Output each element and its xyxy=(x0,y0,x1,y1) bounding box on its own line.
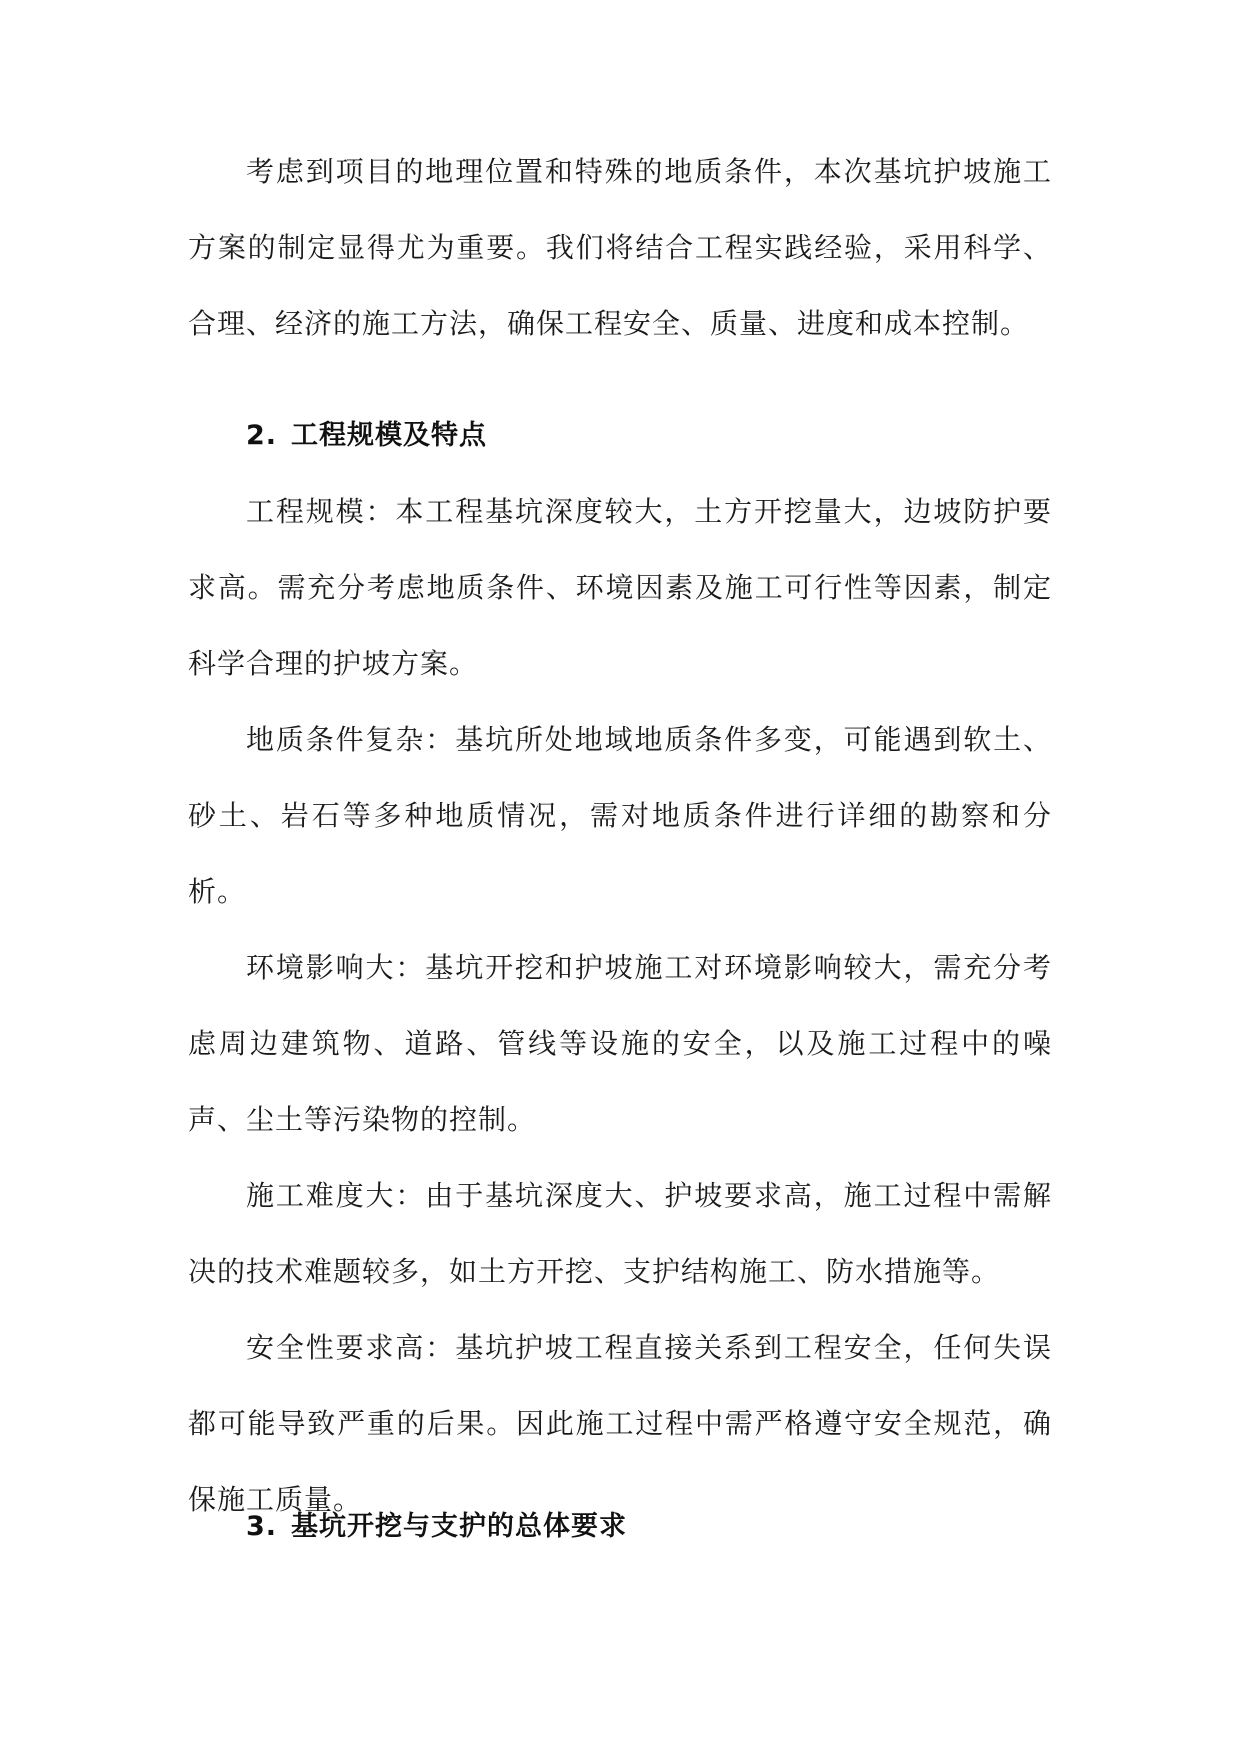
section-3-heading xyxy=(188,1489,1052,1565)
section-3 xyxy=(188,1489,1052,1565)
section-2-paragraph-scale: 工程规模：本工程基坑深度较大，土方开挖量大，边坡防护要求高。需充分考虑地质条件、环境因素及施工可行性等因素，制定科学合理的护坡方案。 xyxy=(188,495,1052,680)
section-3-number: 3. xyxy=(246,1511,278,1542)
section-2-body xyxy=(188,474,1052,1538)
section-2-paragraph-geology: 地质条件复杂：基坑所处地域地质条件多变，可能遇到软土、砂土、岩石等多种地质情况，需对地质条件进行详细的勘察和分析。 xyxy=(188,723,1052,908)
intro-section xyxy=(188,134,1052,362)
section-2-paragraph-safety: 安全性要求高：基坑护坡工程直接关系到工程安全，任何失误都可能导致严重的后果。因此施工过程中需严格遵守安全规范，确保施工质量。 xyxy=(188,1331,1052,1516)
section-3-title: 基坑开挖与支护的总体要求 xyxy=(291,1511,628,1542)
section-2-heading xyxy=(188,398,1052,474)
intro-paragraph: 考虑到项目的地理位置和特殊的地质条件，本次基坑护坡施工方案的制定显得尤为重要。我们将结合工程实践经验，采用科学、合理、经济的施工方法，确保工程安全、质量、进度和成本控制。 xyxy=(188,155,1052,340)
section-2-paragraph-environment: 环境影响大：基坑开挖和护坡施工对环境影响较大，需充分考虑周边建筑物、道路、管线等设施的安全，以及施工过程中的噪声、尘土等污染物的控制。 xyxy=(188,951,1052,1136)
section-2-paragraph-difficulty: 施工难度大：由于基坑深度大、护坡要求高，施工过程中需解决的技术难题较多，如土方开挖、支护结构施工、防水措施等。 xyxy=(188,1179,1052,1288)
section-2-title: 工程规模及特点 xyxy=(291,420,488,451)
section-2 xyxy=(188,398,1052,474)
section-2-number: 2. xyxy=(246,420,278,451)
